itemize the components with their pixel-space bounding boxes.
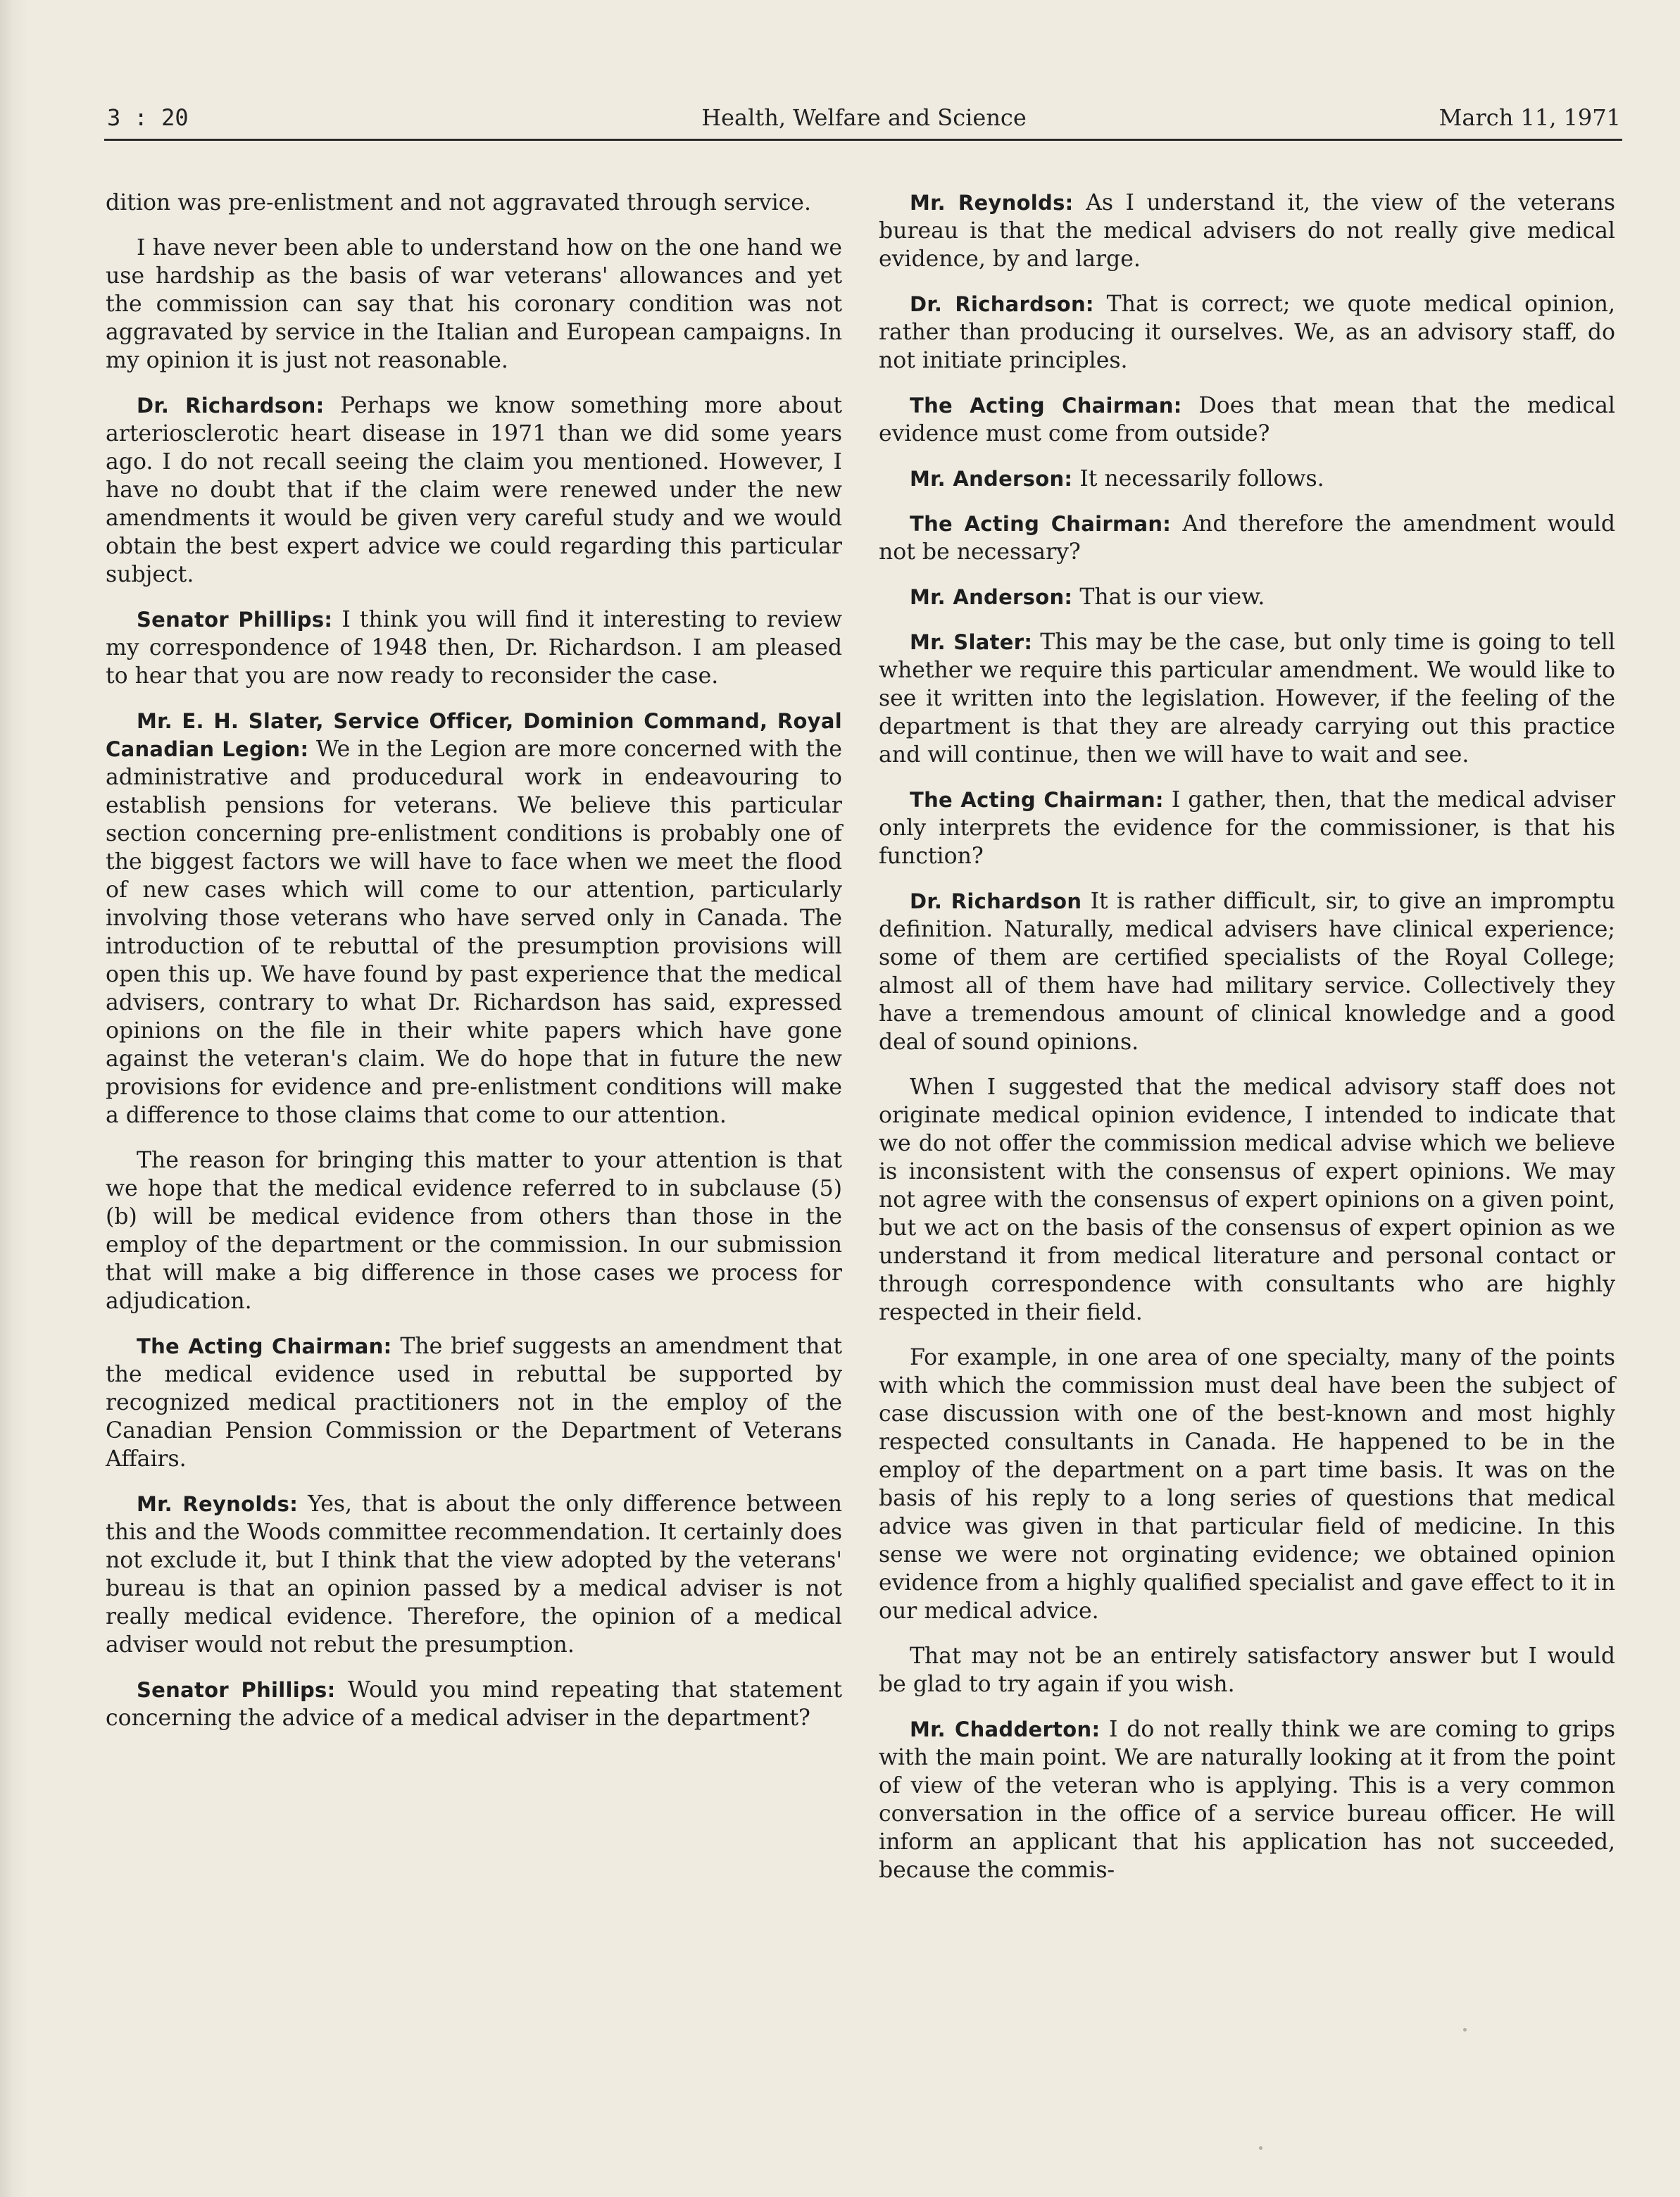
paragraph-text: We in the Legion are more concerned with the administrative and producedural work in endeavouring to establish pensions for veterans. We believe this particular section concerning pre-enlistment conditions is probably one of the biggest factors we will have to face when we meet the flood of new cases which will come to our attention, particularly involving those veterans who have served only in Canada. The introduction of te rebuttal of the presumption provisions will open this up. We have found by past experience that the medical advisers, contrary to what Dr. Richardson has said, expressed opinions on the file in their white papers which have gone against the veteran's claim. We do hope that in future the new provisions for evidence and pre-enlistment conditions will make a difference to those claims that come to our attention. bbox=[106, 737, 843, 1128]
page-header bbox=[107, 104, 1621, 138]
paragraph-text: When I suggested that the medical advisory staff does not originate medical opinion evidence, I intended to indicate that we do not offer the commission medical advise which we believe is inconsistent with the consensus of expert opinions. We may not agree with the consensus of expert opinions on a given point, but we act on the basis of the consensus of expert opinion as we understand it from medical literature and personal contact or through correspondence with consultants who are highly respected in their field. bbox=[879, 1075, 1615, 1325]
paragraph-text: Does that mean that the medical evidence must come from outside? bbox=[879, 393, 1616, 446]
paragraph bbox=[879, 1073, 1615, 1327]
right-column bbox=[879, 189, 1615, 1901]
paragraph-text: And therefore the amendment would not be necessary? bbox=[879, 511, 1615, 565]
paragraph bbox=[106, 1490, 842, 1659]
paragraph-text: Perhaps we know something more about arteriosclerotic heart disease in 1971 than we did some years ago. I do not recall seeing the claim you mentioned. However, I have no doubt that if the claim were renewed under the new amendments it would be given very careful study and we would obtain the best expert advice we could regarding this particular subject. bbox=[106, 393, 842, 587]
speaker-name: Mr. Slater: bbox=[910, 630, 1033, 654]
paragraph bbox=[879, 1642, 1615, 1698]
speaker-name: Mr. Reynolds: bbox=[910, 191, 1074, 215]
paragraph-text: The reason for bringing this matter to your attention is that we hope that the medical evidence referred to in subclause (5) (b) will be medical evidence from others than those in the employ of the department or the commission. In our submission that will make a big difference in those cases we process for adjudication. bbox=[106, 1148, 842, 1314]
paragraph-text: That may not be an entirely satisfactory answer but I would be glad to try again if you wish. bbox=[879, 1644, 1615, 1697]
paragraph-text: Would you mind repeating that statement concerning the advice of a medical adviser in the department? bbox=[106, 1677, 843, 1731]
paragraph bbox=[106, 606, 842, 690]
left-column bbox=[106, 189, 842, 1749]
paragraph bbox=[879, 786, 1615, 870]
paragraph bbox=[879, 392, 1615, 448]
paragraph bbox=[879, 1715, 1615, 1884]
paper-speck bbox=[1463, 2028, 1467, 2032]
paragraph bbox=[106, 234, 842, 375]
speaker-name: Dr. Richardson: bbox=[137, 394, 325, 418]
paragraph bbox=[879, 465, 1615, 493]
paragraph-text: The brief suggests an amendment that the medical evidence used in rebuttal be supported by recognized medical practitioners not in the employ of the Canadian Pension Commission or the Department of Veterans Affairs. bbox=[106, 1334, 843, 1472]
paragraph-text: That is correct; we quote medical opinion, rather than producing it ourselves. We, as an advisory staff, do not initiate principles. bbox=[879, 292, 1615, 373]
speaker-name: Dr. Richardson: bbox=[910, 292, 1094, 316]
speaker-name: Senator Phillips: bbox=[137, 1678, 336, 1702]
speaker-name: The Acting Chairman: bbox=[910, 512, 1172, 536]
paragraph-text: It necessarily follows. bbox=[1079, 466, 1324, 492]
paragraph bbox=[879, 510, 1615, 566]
paper-speck bbox=[1259, 2146, 1262, 2150]
paragraph bbox=[879, 887, 1615, 1056]
paragraph-text: As I understand it, the view of the veterans bureau is that the medical advisers do not really give medical evidence, by and large. bbox=[879, 190, 1615, 272]
paragraph-text: Yes, that is about the only difference between this and the Woods committee recommendation. It certainly does not exclude it, but I think that the view adopted by the veterans' bureau is that an opinion passed by a medical adviser is not really medical evidence. Therefore, the opinion of a medical adviser would not rebut the presumption. bbox=[106, 1491, 842, 1658]
paragraph bbox=[106, 392, 842, 589]
speaker-name: Mr. E. H. Slater, Service Officer, Dominion Command, Royal Canadian Legion: bbox=[106, 709, 842, 761]
speaker-name: Senator Phillips: bbox=[137, 608, 333, 632]
paragraph bbox=[879, 628, 1615, 769]
paragraph bbox=[106, 1676, 842, 1732]
publication-title: Health, Welfare and Science bbox=[701, 104, 1027, 131]
speaker-name: Dr. Richardson bbox=[910, 889, 1082, 913]
page-number: 3 : 20 bbox=[107, 104, 189, 131]
speaker-name: The Acting Chairman: bbox=[910, 394, 1182, 418]
speaker-name: The Acting Chairman: bbox=[910, 788, 1164, 812]
paragraph-text: This may be the case, but only time is going to tell whether we require this particular amendment. We would like to see it written into the legislation. However, if the feeling of the department is that they are already carrying out this practice and will continue, then we will have to wait and see. bbox=[879, 630, 1616, 768]
paragraph-text: It is rather difficult, sir, to give an impromptu definition. Naturally, medical advisers have clinical experience; some of them are certified specialists of the Royal College; almost all of them have had military service. Collectively they have a tremendous amount of clinical knowledge and a good deal of sound opinions. bbox=[879, 889, 1616, 1055]
paragraph bbox=[106, 1332, 842, 1473]
header-rule bbox=[104, 139, 1622, 141]
paragraph-text: I think you will find it interesting to review my correspondence of 1948 then, Dr. Richardson. I am pleased to hear that you are now ready to reconsider the case. bbox=[106, 607, 842, 689]
speaker-name: Mr. Anderson: bbox=[910, 467, 1073, 491]
paragraph bbox=[879, 583, 1615, 611]
paragraph-text: I do not really think we are coming to grips with the main point. We are naturally looking at it from the point of view of the veteran who is applying. This is a very common conversation in the office of a service bureau officer. He will inform an applicant that his application has not succeeded, because the commis- bbox=[879, 1717, 1615, 1883]
paragraph bbox=[106, 1146, 842, 1315]
paragraph bbox=[106, 189, 842, 217]
paragraph bbox=[106, 707, 842, 1129]
speaker-name: Mr. Anderson: bbox=[910, 585, 1073, 609]
speaker-name: Mr. Chadderton: bbox=[910, 1717, 1101, 1741]
paragraph-text: I gather, then, that the medical adviser only interprets the evidence for the commissioner, is that his function? bbox=[879, 787, 1616, 869]
paragraph-text: That is our view. bbox=[1079, 584, 1265, 610]
paragraph-text: For example, in one area of one specialty, many of the points with which the commission must deal have been the subject of case discussion with one of the best-known and most highly respected consultants in Canada. He happened to be in the employ of the department on a part time basis. It was on the basis of his reply to a long series of questions that medical advice was given in that particular field of medicine. In this sense we were not orginating evidence; we obtained opinion evidence from a highly qualified specialist and gave effect to it in our medical advice. bbox=[879, 1345, 1615, 1624]
page-date: March 11, 1971 bbox=[1438, 104, 1621, 131]
paragraph bbox=[879, 189, 1615, 273]
paragraph-text: I have never been able to understand how on the one hand we use hardship as the basis of war veterans' allowances and yet the commission can say that his coronary condition was not aggravated by service in the Italian and European campaigns. In my opinion it is just not reasonable. bbox=[106, 235, 842, 373]
speaker-name: The Acting Chairman: bbox=[137, 1334, 392, 1358]
paragraph bbox=[879, 1344, 1615, 1625]
paragraph-text: dition was pre-enlistment and not aggravated through service. bbox=[106, 190, 811, 215]
paragraph bbox=[879, 290, 1615, 375]
speaker-name: Mr. Reynolds: bbox=[137, 1492, 299, 1516]
